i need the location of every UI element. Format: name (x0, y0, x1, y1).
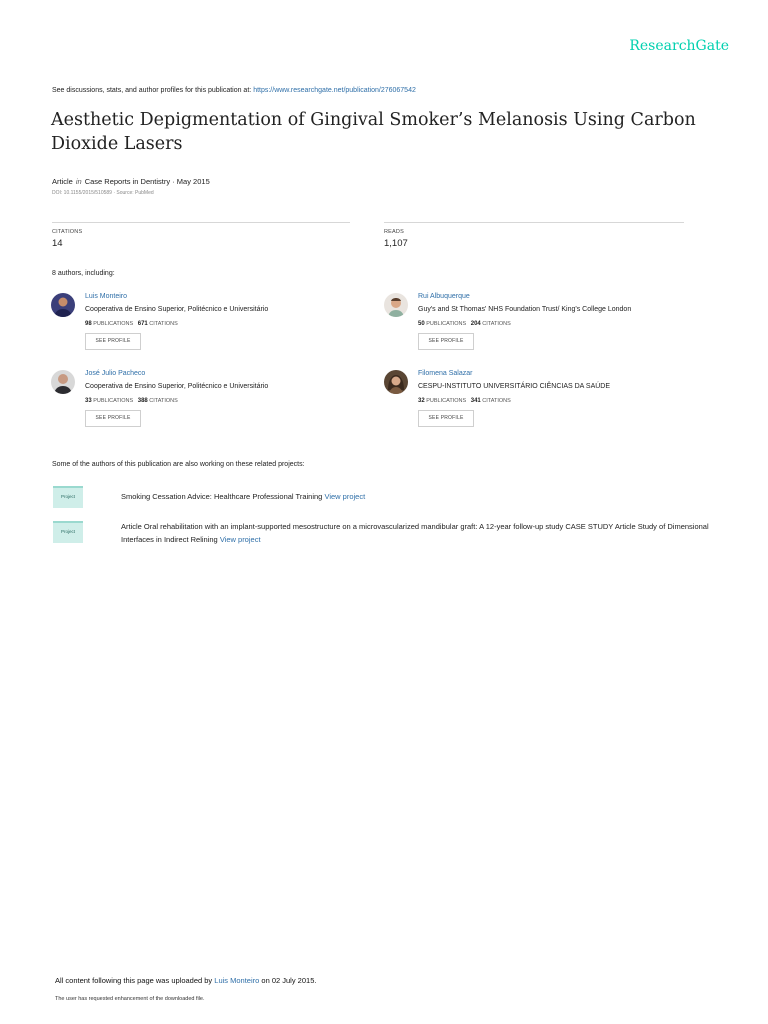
publications-label: PUBLICATIONS (93, 398, 134, 404)
author-name[interactable]: Rui Albuquerque (418, 293, 470, 300)
citations-label: CITATIONS (149, 321, 178, 327)
author-name[interactable]: José Julio Pacheco (85, 370, 146, 377)
project-title: Article Oral rehabilitation with an implant-supported mesostructure on a microvascularized mandibular graft: A 12-year follow-up study CASE STUDY Article Study of Dimensional Interfaces in Indirect Relining (121, 522, 709, 544)
project-icon-label: Project (60, 494, 75, 499)
author-name[interactable]: Filomena Salazar (418, 370, 473, 377)
citations-label: CITATIONS (482, 321, 511, 327)
upload-info (55, 976, 316, 985)
publications-count: 32 (418, 398, 425, 404)
see-profile-button[interactable]: SEE PROFILE (85, 333, 141, 350)
citations-label: CITATIONS (482, 398, 511, 404)
publication-url-link[interactable]: https://www.researchgate.net/publication/276067542 (253, 87, 416, 94)
doi-line: DOI: 10.1155/2015/510589 · Source: PubMed (52, 190, 154, 196)
see-profile-button[interactable]: SEE PROFILE (418, 410, 474, 427)
avatar[interactable] (384, 293, 408, 317)
discussions-text: See discussions, stats, and author profiles for this publication at: (52, 87, 252, 94)
discussions-line (52, 87, 416, 94)
authors-heading: 8 authors, including: (52, 270, 115, 277)
journal-date: Case Reports in Dentistry · May 2015 (84, 177, 210, 186)
researchgate-logo[interactable]: ResearchGate (629, 38, 729, 54)
author-institution: CESPU-INSTITUTO UNIVERSITÁRIO CIÊNCIAS DA SAÚDE (418, 383, 611, 390)
publication-meta (52, 177, 210, 186)
author-name[interactable]: Luis Monteiro (85, 293, 128, 300)
citations-count: 341 (470, 398, 481, 404)
avatar[interactable] (384, 370, 408, 394)
author-stats (85, 398, 178, 404)
uploader-link[interactable]: Luis Monteiro (214, 976, 260, 985)
project-icon (53, 486, 83, 508)
citations-count: 14 (52, 238, 63, 249)
publication-title: Aesthetic Depigmentation of Gingival Smoker’s Melanosis Using Carbon Dioxide Lasers (51, 110, 696, 154)
publications-count: 50 (418, 321, 425, 327)
divider-right (384, 222, 684, 223)
reads-count: 1,107 (384, 238, 408, 249)
avatar[interactable] (51, 370, 75, 394)
citations-count: 671 (137, 321, 148, 327)
project-icon (53, 521, 83, 543)
author-stats (418, 398, 511, 404)
related-projects-heading: Some of the authors of this publication are also working on these related projects: (52, 461, 305, 468)
publication-type: Article (52, 177, 73, 186)
divider-left (52, 222, 350, 223)
project-title: Smoking Cessation Advice: Healthcare Professional Training (121, 492, 323, 501)
citations-count: 388 (137, 398, 148, 404)
upload-prefix: All content following this page was uploaded by (55, 976, 213, 985)
upload-suffix: on 02 July 2015. (261, 976, 317, 985)
author-institution: Cooperativa de Ensino Superior, Politécnico e Universitário (85, 383, 269, 390)
view-project-link[interactable]: View project (324, 492, 366, 501)
project-icon-label: Project (60, 529, 75, 534)
publications-label: PUBLICATIONS (93, 321, 134, 327)
view-project-link[interactable]: View project (219, 535, 261, 544)
publications-label: PUBLICATIONS (426, 321, 467, 327)
author-stats (85, 321, 178, 327)
project-item (121, 490, 721, 503)
author-institution: Guy's and St Thomas' NHS Foundation Trust/ King's College London (418, 306, 632, 313)
avatar[interactable] (51, 293, 75, 317)
in-label: in (75, 177, 82, 186)
citations-count: 204 (470, 321, 481, 327)
publications-label: PUBLICATIONS (426, 398, 467, 404)
enhancement-note: The user has requested enhancement of the downloaded file. (55, 996, 205, 1002)
citations-label: CITATIONS (149, 398, 178, 404)
author-stats (418, 321, 511, 327)
publications-count: 33 (85, 398, 92, 404)
project-item (121, 520, 721, 546)
author-institution: Cooperativa de Ensino Superior, Politécnico e Universitário (85, 306, 269, 313)
reads-label: READS (384, 229, 404, 235)
see-profile-button[interactable]: SEE PROFILE (85, 410, 141, 427)
citations-label: CITATIONS (52, 229, 83, 235)
see-profile-button[interactable]: SEE PROFILE (418, 333, 474, 350)
publications-count: 98 (85, 321, 92, 327)
